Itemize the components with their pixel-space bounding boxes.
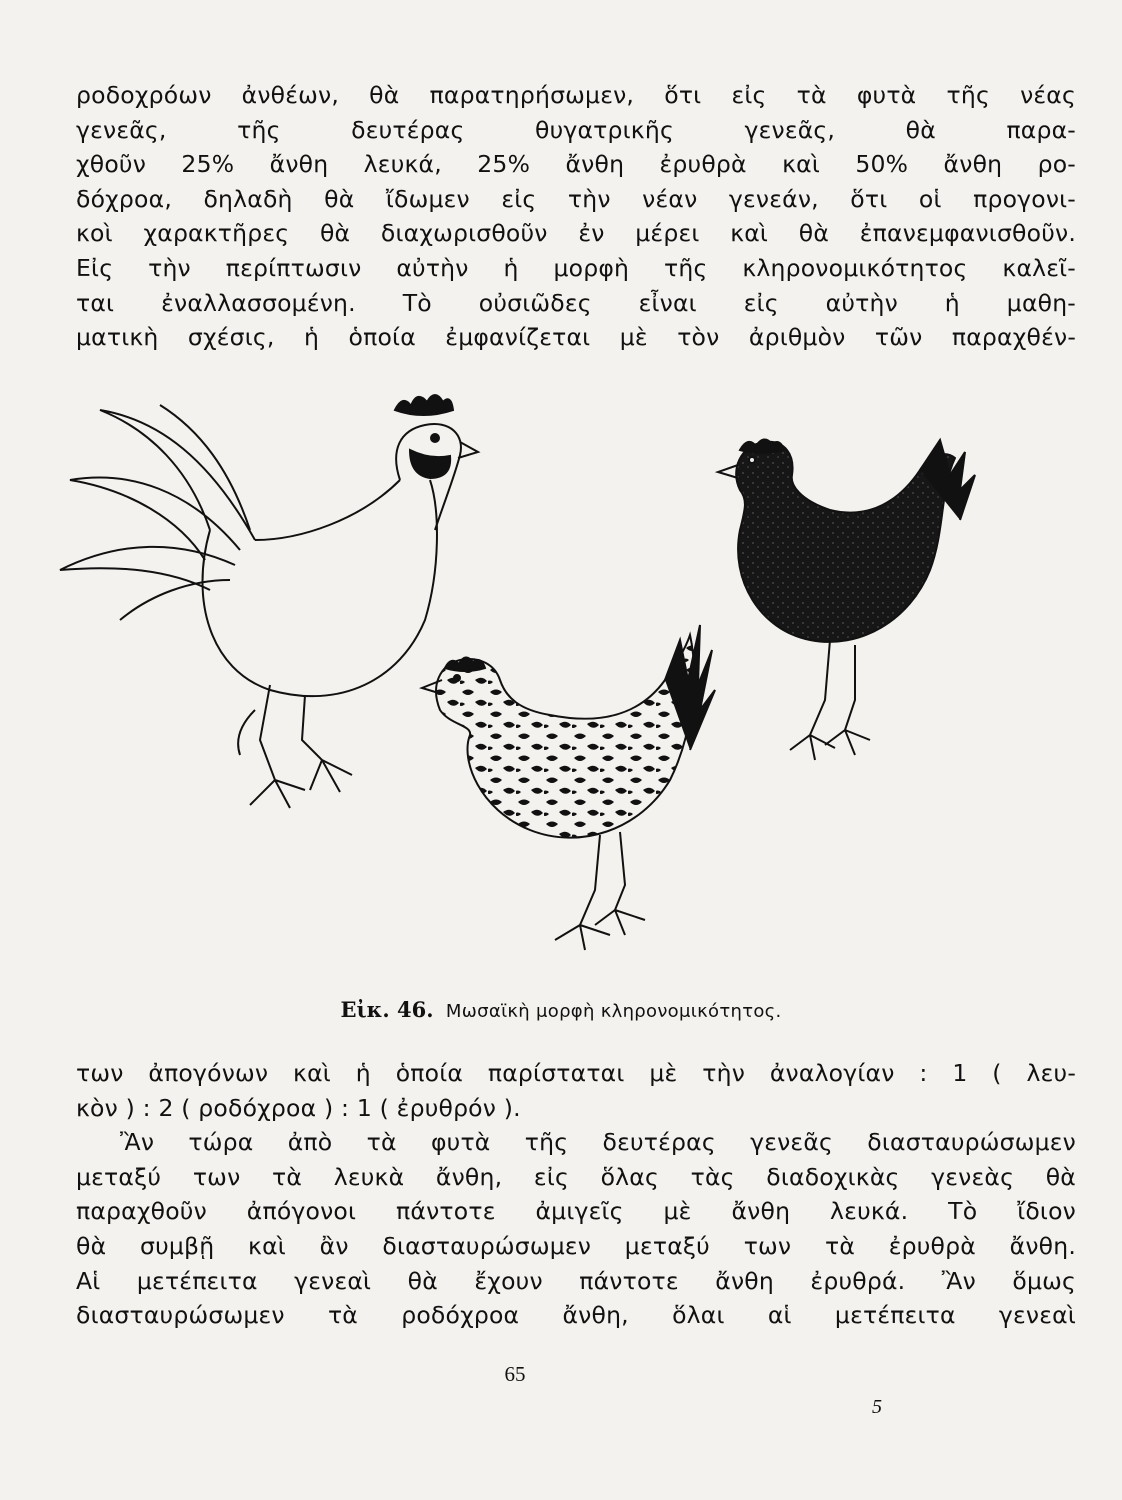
text-line: κὸν ) : 2 ( ροδόχροα ) : 1 ( ἐρυθρόν ). [76,1093,521,1122]
text-line: γενεᾶς, τῆς δευτέρας θυγατρικῆς γενεᾶς, θὰ παρα- [76,115,1076,144]
text-line: κοὶ χαρακτῆρες θὰ διαχωρισθοῦν ἐν μέρει καὶ θὰ ἐπανεμφανισθοῦν. [76,219,1076,248]
text-line: Εἰς τὴν περίπτωσιν αὐτὴν ἡ μορφὴ τῆς κληρονομικότητος καλεῖ- [76,253,1076,282]
text-line: ματικὴ σχέσις, ἡ ὁποία ἐμφανίζεται μὲ τὸν ἀριθμὸν τῶν παραχθέν- [76,323,1076,352]
signature-mark: 5 [872,1396,882,1418]
text-line: ροδοχρόων ἀνθέων, θὰ παρατηρήσωμεν, ὅτι εἰς τὰ φυτὰ τῆς νέας [76,81,1076,109]
text-line: Αἱ μετέπειτα γενεαὶ θὰ ἔχουν πάντοτε ἄνθη ἐρυθρά. Ἂν ὅμως [76,1266,1076,1295]
text-line: χθοῦν 25% ἄνθη λευκά, 25% ἄνθη ἐρυθρὰ καὶ 50% ἄνθη ρο- [76,150,1076,179]
page-number: 65 [504,1362,526,1386]
chickens-illustration [40,380,1040,980]
white-rooster [60,395,478,808]
text-line: μεταξύ των τὰ λευκὰ ἄνθη, εἰς ὅλας τὰς διαδοχικὰς γενεὰς θὰ [76,1162,1076,1191]
figure-caption-text: Μωσαϊκὴ μορφὴ κληρονομικότητος. [445,1001,782,1022]
text-line: δόχροα, δηλαδὴ θὰ ἴδωμεν εἰς τὴν νέαν γενεάν, ὅτι οἱ προγονι- [76,184,1076,213]
text-line: ται ἐναλλασσομένη. Τὸ οὐσιῶδες εἶναι εἰς αὐτὴν ἡ μαθη- [76,288,1076,317]
figure-label: Εἰκ. 46. [340,997,434,1022]
text-line: Ἂν τώρα ἀπὸ τὰ φυτὰ τῆς δευτέρας γενεᾶς διασταυρώσωμεν [120,1128,1076,1157]
black-hen [718,439,975,760]
paragraph-top [76,78,1076,355]
text-line: των ἀπογόνων καὶ ἡ ὁποία παρίσταται μὲ τὴν ἀναλογίαν : 1 ( λευ- [76,1059,1076,1087]
mottled-hen [422,625,715,950]
figure-caption [0,997,1122,1022]
paragraph-bottom [76,1056,1076,1333]
text-line: θὰ συμβῇ καὶ ἂν διασταυρώσωμεν μεταξύ των τὰ ἐρυθρὰ ἄνθη. [76,1231,1076,1260]
text-line: παραχθοῦν ἀπόγονοι πάντοτε ἀμιγεῖς μὲ ἄνθη λευκά. Τὸ ἴδιον [76,1197,1076,1226]
text-line: διασταυρώσωμεν τὰ ροδόχροα ἄνθη, ὅλαι αἱ μετέπειτα γενεαὶ [76,1301,1076,1330]
figure-chickens [40,380,1040,980]
